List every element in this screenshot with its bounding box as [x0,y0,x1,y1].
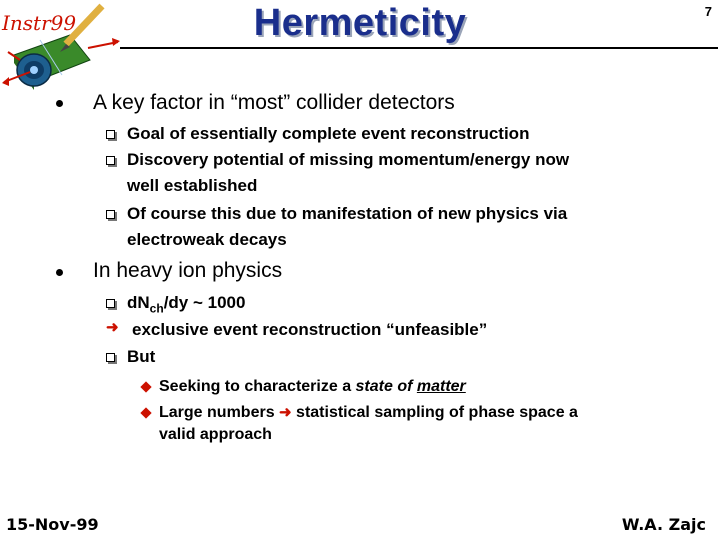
sub-sub-bullet-text [159,375,466,399]
sub-bullet-text: Discovery potential of missing momentum/energy now [127,150,570,169]
statistical-text: statistical sampling of phase space a [291,404,578,421]
right-arrow-icon: ➜ [106,319,119,336]
page-number: 7 [704,4,712,19]
square-bullet-icon [106,210,115,219]
sub-bullet-text: But [127,347,156,366]
state-of-text: state of [355,378,417,395]
large-numbers-text: Large numbers [159,404,280,421]
title-divider [120,47,718,49]
square-bullet-icon [106,353,115,362]
diamond-bullet-icon [140,381,151,392]
seeking-text: Seeking to characterize a [159,378,356,395]
sub-sub-bullet-text [159,401,578,425]
bullet-dot-icon [56,269,63,276]
sub-bullet-text: Of course this due to manifestation of new physics via [127,204,568,223]
bullet-text: A key factor in “most” collider detectors [93,91,455,114]
footer-date: 15-Nov-99 [6,515,99,534]
bullet-text: In heavy ion physics [93,259,283,282]
square-bullet-icon [106,299,115,308]
right-arrow-icon: ➜ [279,404,292,421]
sub-bullet-text: exclusive event reconstruction “unfeasible” [132,320,488,339]
logo-text: Instr99 [2,11,77,35]
sub-bullet-text: Goal of essentially complete event reconstruction [127,124,530,143]
bullet-dot-icon [56,100,63,107]
square-bullet-icon [106,156,115,165]
ch-subscript: ch [149,301,164,316]
dy-text: /dy ~ 1000 [163,293,246,312]
dn-text: dN [127,293,150,312]
slide-title: Hermeticity [253,2,467,44]
footer-author: W.A. Zajc [621,515,706,534]
square-bullet-icon [106,130,115,139]
sub-bullet-text-cont: electroweak decays [127,230,287,249]
matter-text: matter [416,378,466,395]
diamond-bullet-icon [140,407,151,418]
sub-bullet-text-cont: well established [127,176,258,195]
sub-sub-bullet-text-cont: valid approach [159,426,272,443]
